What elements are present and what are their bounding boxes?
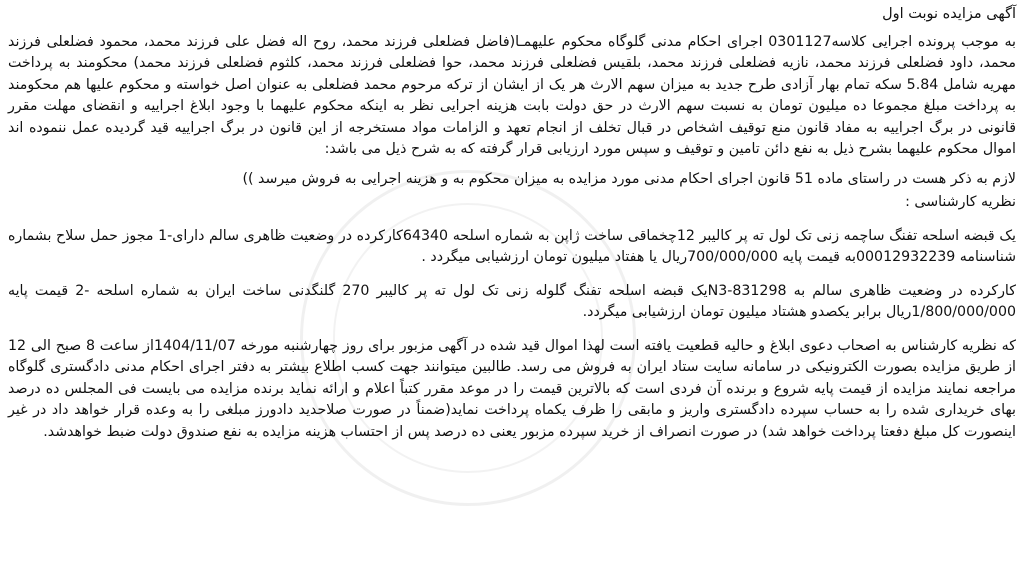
expert-opinion-heading: نظریه کارشناسی : bbox=[905, 194, 1016, 210]
closing-paragraph: که نظریه کارشناس به اصحاب دعوی ابلاغ و حالیه قطعیت یافته است لهذا اموال قید شده در آگهی مزبور برای روز چهارشنبه مورخه 1404/11/07از ساعت 8 صبح الی 12 از طریق مزایده بصورت الکترونیکی در سامانه سایت ستاد ایران به فروش می رسد. طالبین میتوانند جهت کسب اطلاع بیشتر به دفتر اجرای احکام مدنی دادگستری گلوگاه مراجعه نمایند مزایده از قیمت پایه شروع و برنده آن فردی است که بالاترین قیمت را در موعد مقرر کتباً اعلام و ارائه نماید برنده مزایده می بایست فی المجلس ده درصد بهای خریداری شده را به حساب سپرده دادگستری واریز و مابقی را ظرف یکماه پرداخت نماید(ضمناً در صورت صلاحدید دادورز مبلغی را به وعده قرار خواهد داد در غیر اینصورت کل مبلغ دفعتا پرداخت خواهد شد) در صورت انصراف از خرید سپرده مزبور یعنی ده درصد پس از احتساب هزینه مزایده به نفع صندوق دولت ضبط خواهدشد. bbox=[8, 337, 1017, 440]
notice-intro-paragraph: به موجب پرونده اجرایی کلاسه0301127 اجرای احکام مدنی گلوگاه محکوم علیهمـا(فاضل فضلعلی فرزند محمد، روح اله فضل علی فرزند محمد، محمود فضلعلی فرزند محمد، داود فضلعلی فرزند محمد، نازیه فضلعلی فرزند محمد، بلقیس فضلعلی فرزند محمد، حوا فضلعلی فرزند محمد، کلثوم فضلعلی فرزند محمد) محکومند به پرداخت مهریه شامل 5.84 سکه تمام بهار آزادی طرح جدید به میزان سهم الارث هر یک از ایشان از ترکه مرحوم محمد فضلعلی به عنوان اصل خواسته و محکوم علیها هم محکومند به پرداخت مبلغ مجموعا ده میلیون تومان به نسبت سهم الارث در حق دولت بابت هزینه اجرایی نظر به اینکه محکوم علیهما با وجود ابلاغ اجراییه و انقضای مهلت مقرر قانونی در برگ اجراییه به مفاد قانون منع توقیف اشخاص در قبال تخلف از انجام تعهد و الزامات مواد مستخرجه از این قانون در برگ اجراییه قید گردیده عمل ننموده اند اموال محکوم علیهما بشرح ذیل به نفع دائن تامین و توقیف و سپس مورد ارزیابی قرار گرفته که به شرح ذیل می باشد: bbox=[8, 33, 1017, 157]
auction-notice bbox=[8, 4, 1016, 443]
legal-note-paragraph: لازم به ذکر هست در راستای ماده 51 قانون اجرای احکام مدنی مورد مزایده به میزان محکوم به و هزینه اجرایی به فروش میرسد )) bbox=[242, 170, 1016, 187]
notice-title: آگهی مزایده نوبت اول bbox=[882, 6, 1016, 22]
item-1-paragraph: یک قبضه اسلحه تفنگ ساچمه زنی تک لول ته پر کالیبر 12چخماقی ساخت ژاپن به شماره اسلحه 64340کارکرده در وضعیت ظاهری سالم دارای-1 مجوز حمل سلاح بشماره شناسنامه 00012932239به قیمت پایه 700/000/000ریال یا هفتاد میلیون تومان ارزشیابی میگردد . bbox=[8, 227, 1016, 265]
item-2-paragraph: کارکرده در وضعیت ظاهری سالم به N3-831298یک قبضه اسلحه تفنگ گلوله زنی تک لول ته پر کالیبر 270 گلنگدنی ساخت ایران به شماره اسلحه -2 قیمت پایه 1/800/000/000ریال برابر یکصدو هشتاد میلیون تومان ارزشیابی میگردد. bbox=[8, 282, 1017, 320]
